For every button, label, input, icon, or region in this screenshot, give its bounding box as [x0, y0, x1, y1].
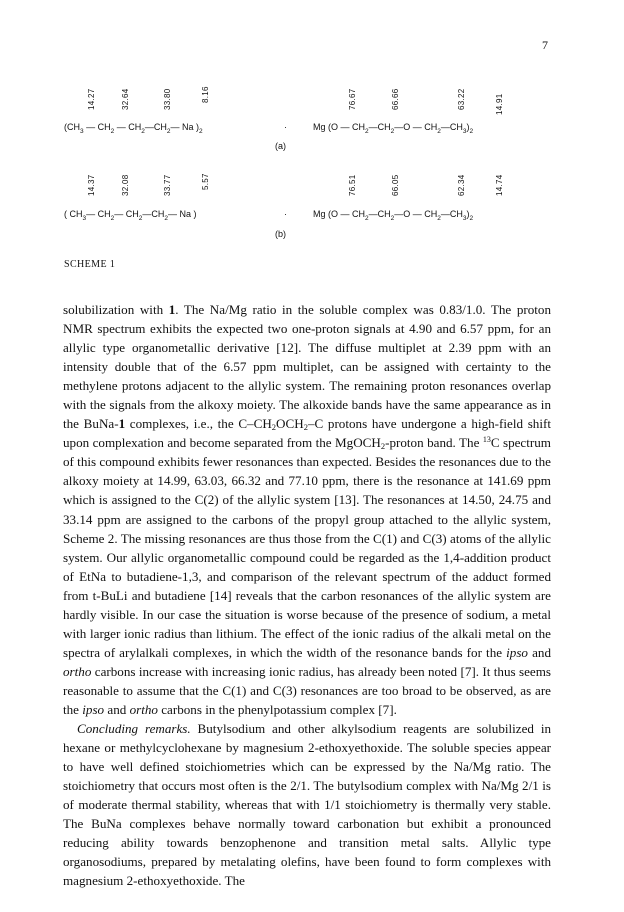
- shift-a-1: 14.27: [87, 88, 96, 110]
- formula-b-dot: ·: [284, 209, 287, 219]
- shift-a-6: 66.66: [391, 88, 400, 110]
- shift-b-5: 76.51: [348, 174, 357, 196]
- scheme-label-b: (b): [275, 229, 286, 239]
- shift-a-5: 76.67: [348, 88, 357, 110]
- scheme-label-a: (a): [275, 141, 286, 151]
- shift-b-8: 14.74: [495, 174, 504, 196]
- section-heading: Concluding remarks.: [77, 721, 191, 737]
- shift-a-8: 14.91: [495, 93, 504, 115]
- shift-a-2: 32.64: [121, 88, 130, 110]
- formula-b-left: ( $CH_3—$ $CH_2—$ $CH_2—CH_2—$ Na ): [64, 209, 197, 222]
- shift-b-6: 66.05: [391, 174, 400, 196]
- shift-a-4: 8.16: [201, 86, 210, 103]
- shift-b-1: 14.37: [87, 174, 96, 196]
- paragraph-1: solubilization with 1. The Na/Mg ratio in the soluble complex was 0.83/1.0. The proton NMR spectrum exhibits the expected two one-proton signals at 4.90 and 6.57 ppm, for an allylic type organometallic derivative [12]. The diffuse multiplet at 2.39 ppm with an intensity double that of the 6.57 ppm multiplet, can be assigned with certainty to the methylene protons adjacent to the allylic system. The remaining proton resonances overlap with the signals from the alkoxy moiety. The alkoxide bands have the same appearance as in the BuNa-1 complexes, i.e., the $C-CH_2OCH_2-C$ protons have undergone a high-field shift upon complexation and become separated from the MgOCH$_2$-proton band. The $^{13}$C spectrum of this compound exhibits fewer resonances than expected. Besides the resonances due to the alkoxy moiety at 14.99, 63.03, 66.32 and 77.10 ppm, there is the resonance at 141.69 ppm which is assigned to the C(2) of the allylic system [13]. The resonances at 14.50, 24.75 and 33.14 ppm are assigned to the carbons of the propyl group attached to the allylic system, Scheme 2. The missing resonances are thus those from the C(1) and C(3) atoms of the allylic system. Our allylic organometallic compound could be regarded as the 1,4-addition product of EtNa to butadiene-1,3, and comparison of the relevant spectrum of the adduct formed from t-BuLi and butadiene [14] reveals that the carbon resonances of the allylic system are hardly visible. In our case the situation is worse because of the presence of sodium, a metal with larger ionic radius than lithium. The effect of the ionic radius of the alkali metal on the spectra of arylalkali complexes, in which the width of the resonance bands for the ipso and ortho carbons increase with increasing ionic radius, has already been noted [7]. It thus seems reasonable to assume that the C(1) and C(3) resonances are too broad to be observed, as are the ipso and ortho carbons in the phenylpotassium complex [7].: [63, 302, 552, 717]
- shift-b-2: 32.08: [121, 174, 130, 196]
- page-number: 7: [542, 38, 548, 52]
- shift-b-4: 5.57: [201, 173, 210, 190]
- formula-a-left: ($CH_3$ — $CH_2$ — $CH_2—CH_2—$ Na )$_2$: [64, 122, 203, 135]
- scheme-caption: SCHEME 1: [64, 259, 116, 270]
- body-text: [63, 300, 551, 890]
- formula-b-right: Mg (O — $CH_2—CH_2—O$ — $CH_2—CH_3)_2$: [313, 209, 474, 222]
- shift-a-3: 33.80: [163, 88, 172, 110]
- shift-b-7: 62.34: [457, 174, 466, 196]
- formula-a-right: Mg (O — $CH_2—CH_2—O$ — $CH_2—CH_3)_2$: [313, 122, 474, 135]
- shift-a-7: 63.22: [457, 88, 466, 110]
- shift-b-3: 33.77: [163, 174, 172, 196]
- paragraph-2: Concluding remarks. Butylsodium and other alkylsodium reagents are solubilized in hexane or methylcyclohexane by magnesium 2-ethoxyethoxide. The soluble species appear to have well defined stoichiometries which can be expressed by the Na/Mg ratio. The stoichiometry that occurs most often is the 2/1. The butylsodium complex with Na/Mg 2/1 is of moderate thermal stability, whereas that with 1/1 stoichiometry is thermally very stable. The BuNa complexes behave normally toward carbonation but exhibit a pronounced reducing ability towards benzophenone and transition metal salts. Allylic type organosodiums, prepared by metalating olefins, have been found to form complexes with magnesium 2-ethoxyethoxide. The: [63, 721, 551, 889]
- formula-a-dot: ·: [284, 122, 287, 132]
